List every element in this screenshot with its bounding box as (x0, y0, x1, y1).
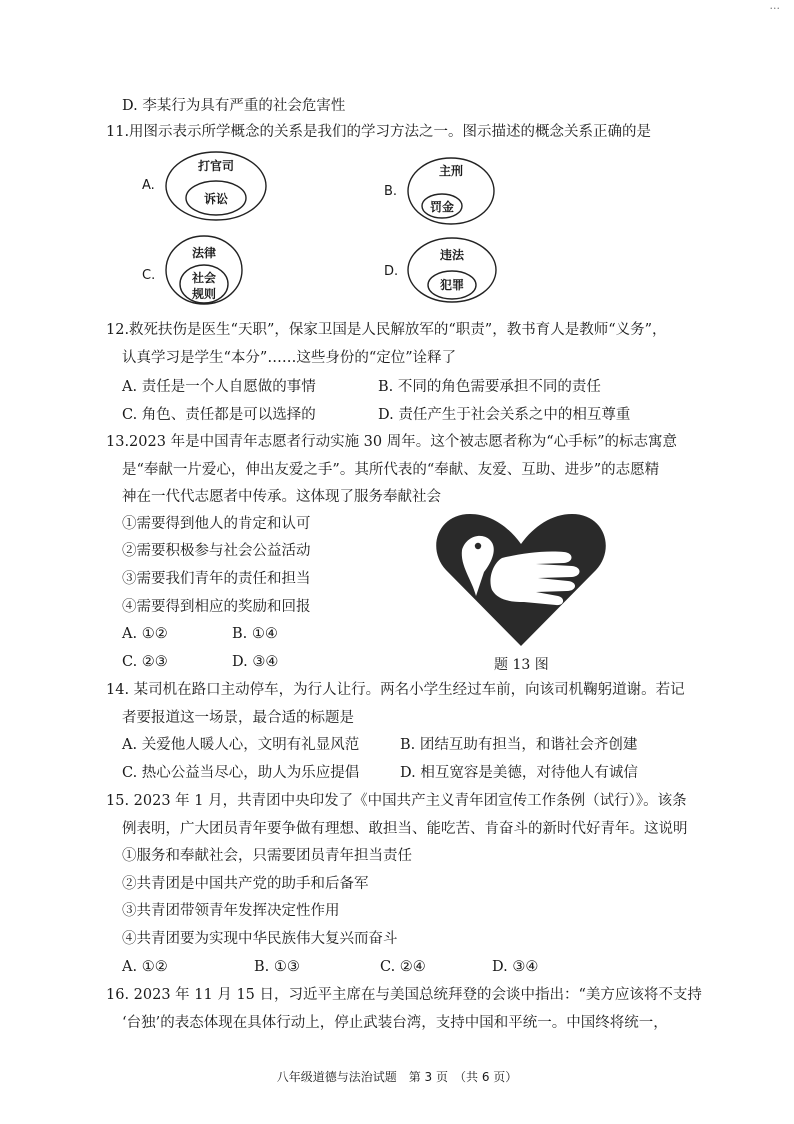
corner-mark: ··· (769, 2, 780, 15)
q15-stem-line2: 例表明，广大团员青年要争做有理想、敢担当、能吃苦、肯奋斗的新时代好青年。这说明 (122, 821, 688, 837)
q13-item-3: ③需要我们青年的责任和担当 (122, 571, 311, 587)
q11-venn-c (164, 234, 244, 306)
q11-option-d-letter: D. (384, 264, 399, 279)
q11-d-outer-label: 违法 (439, 248, 464, 262)
q13-option-a: A. ①② (122, 626, 168, 642)
q12-stem-line1: 12.救死扶伤是医生“天职”，保家卫国是人民解放军的“职责”，教书育人是教师“义务”， (106, 322, 667, 338)
q14-option-c: C. 热心公益当尽心，助人为乐应提倡 (122, 765, 360, 781)
q15-item-4: ④共青团要为实现中华民族伟大复兴而奋斗 (122, 931, 398, 947)
q11-c-outer-label: 法律 (191, 246, 216, 260)
q11-option-a-letter: A. (142, 178, 155, 193)
q11-venn-d (406, 236, 498, 304)
q15-option-d: D. ③④ (492, 959, 539, 975)
q16-stem-line1: 16. 2023 年 11 月 15 日，习近平主席在与美国总统拜登的会谈中指出：“美方应该将不支持 (106, 987, 702, 1003)
q15-option-b: B. ①③ (254, 959, 300, 975)
q14-stem-line1: 14. 某司机在路口主动停车，为行人让行。两名小学生经过车前，向该司机鞠躬道谢。若记 (106, 682, 685, 698)
q14-option-b: B. 团结互助有担当，和谐社会齐创建 (400, 737, 638, 753)
q14-stem-line2: 者要报道这一场景，最合适的标题是 (122, 710, 354, 726)
q15-item-2: ②共青团是中国共产党的助手和后备军 (122, 876, 369, 892)
q15-option-a: A. ①② (122, 959, 168, 975)
q11-b-inner-label: 罚金 (429, 200, 454, 214)
q11-a-inner-label: 诉讼 (203, 192, 228, 206)
q11-a-outer-label: 打官司 (197, 159, 234, 173)
q13-figure-caption: 题 13 图 (494, 657, 549, 673)
q12-stem-line2: 认真学习是学生“本分”……这些身份的“定位”诠释了 (122, 350, 457, 366)
q11-option-c-letter: C. (142, 268, 156, 283)
q14-option-d: D. 相互宽容是美德，对待他人有诚信 (400, 765, 638, 781)
q11-d-inner-label: 犯罪 (439, 278, 464, 292)
q11-c-inner-label-line2: 规则 (191, 287, 216, 301)
q11-b-outer-label: 主刑 (438, 164, 463, 178)
q13-stem-line3: 神在一代代志愿者中传承。这体现了服务奉献社会 (122, 489, 441, 505)
q13-stem-line2: 是“奉献一片爱心，伸出友爱之手”。其所代表的“奉献、友爱、互助、进步”的志愿精 (122, 462, 660, 478)
q13-item-1: ①需要得到他人的肯定和认可 (122, 516, 311, 532)
q13-option-d: D. ③④ (232, 654, 279, 670)
q11-venn-a (164, 150, 268, 222)
q11-stem: 11.用图示表示所学概念的关系是我们的学习方法之一。图示描述的概念关系正确的是 (106, 124, 652, 140)
q11-venn-b (406, 156, 496, 226)
q11-c-inner-label-line1: 社会 (191, 271, 216, 285)
q13-item-2: ②需要积极参与社会公益活动 (122, 543, 311, 559)
page-footer: 八年级道德与法治试题 第 3 页 （共 6 页） (276, 1070, 518, 1084)
q15-item-3: ③共青团带领青年发挥决定性作用 (122, 903, 340, 919)
q13-item-4: ④需要得到相应的奖励和回报 (122, 599, 311, 615)
q12-option-c: C. 角色、责任都是可以选择的 (122, 407, 316, 423)
q11-option-b-letter: B. (384, 184, 398, 199)
volunteer-heart-hand-logo-icon (432, 510, 610, 654)
q13-option-c: C. ②③ (122, 654, 168, 670)
q13-option-b: B. ①④ (232, 626, 278, 642)
q15-stem-line1: 15. 2023 年 1 月，共青团中央印发了《中国共产主义青年团宣传工作条例（试行）》。该条 (106, 793, 687, 809)
q12-option-b: B. 不同的角色需要承担不同的责任 (378, 379, 601, 395)
q10-option-d: D. 李某行为具有严重的社会危害性 (122, 98, 346, 114)
q12-option-a: A. 责任是一个人自愿做的事情 (122, 379, 316, 395)
q12-option-d: D. 责任产生于社会关系之中的相互尊重 (378, 407, 631, 423)
q13-stem-line1: 13.2023 年是中国青年志愿者行动实施 30 周年。这个被志愿者称为“心手标”的标志寓意 (106, 434, 678, 450)
q16-stem-line2: ‘台独’的表态体现在具体行动上，停止武装台湾，支持中国和平统一。中国终将统一， (122, 1015, 668, 1031)
q14-option-a: A. 关爱他人暖人心，文明有礼显风范 (122, 737, 360, 753)
q15-item-1: ①服务和奉献社会，只需要团员青年担当责任 (122, 848, 412, 864)
q15-option-c: C. ②④ (380, 959, 426, 975)
